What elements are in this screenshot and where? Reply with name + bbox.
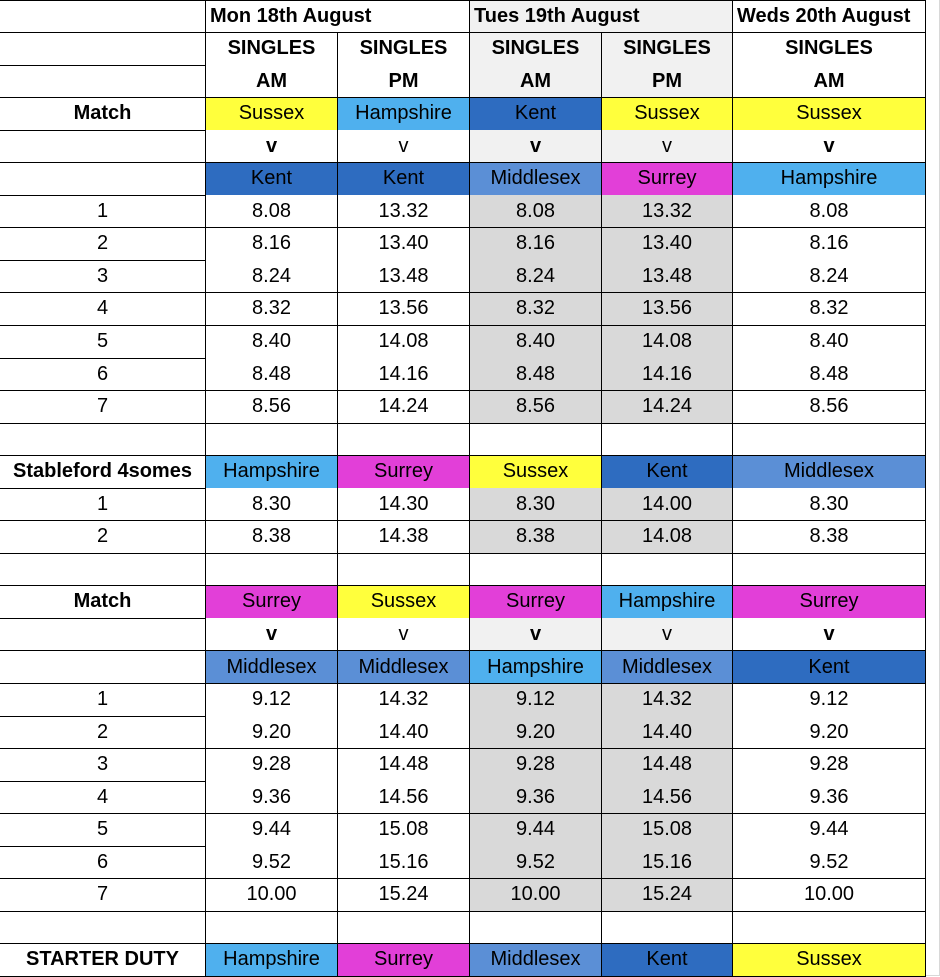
away-team: Middlesex: [602, 651, 733, 684]
tee-time: 13.32: [602, 195, 733, 228]
versus-label: v: [733, 618, 926, 651]
blank-cell: [470, 423, 602, 456]
home-team: Surrey: [733, 586, 926, 619]
tee-number: 1: [0, 195, 206, 228]
away-team: Middlesex: [338, 651, 470, 684]
tee-time: 8.08: [470, 195, 602, 228]
stableford-team: Surrey: [338, 456, 470, 489]
tee-time: 8.30: [733, 488, 926, 521]
tee-time: 9.36: [206, 781, 338, 814]
blank-cell: [733, 553, 926, 586]
tee-time: 14.40: [602, 716, 733, 749]
versus-label: v: [338, 130, 470, 163]
stableford-team: Kent: [602, 456, 733, 489]
tee-time: 14.32: [338, 684, 470, 717]
tee-number: 6: [0, 846, 206, 879]
tee-time: 8.40: [733, 326, 926, 359]
tee-number: 5: [0, 326, 206, 359]
tee-time: 8.48: [206, 358, 338, 391]
blank-cell: [0, 553, 206, 586]
versus-label: v: [733, 130, 926, 163]
away-team: Hampshire: [733, 163, 926, 196]
starter-team: Sussex: [733, 944, 926, 977]
tee-time: 8.24: [470, 260, 602, 293]
session-type: SINGLES: [338, 33, 470, 66]
session-type: SINGLES: [733, 33, 926, 66]
tee-time: 8.40: [470, 326, 602, 359]
session-type: SINGLES: [206, 33, 338, 66]
home-team: Sussex: [733, 98, 926, 131]
day-header: Tues 19th August: [470, 0, 733, 33]
tee-time: 14.00: [602, 488, 733, 521]
away-team: Kent: [338, 163, 470, 196]
tee-time: 14.08: [338, 326, 470, 359]
tee-time: 9.28: [733, 749, 926, 782]
away-team: Middlesex: [470, 163, 602, 196]
blank-cell: [0, 911, 206, 944]
tee-number: 7: [0, 879, 206, 912]
tee-time: 9.52: [733, 846, 926, 879]
sheet-gridline: [926, 0, 940, 976]
tee-time: 14.08: [602, 521, 733, 554]
tee-number: 5: [0, 814, 206, 847]
blank-cell: [0, 163, 206, 196]
tee-time: 15.08: [338, 814, 470, 847]
tee-time: 8.24: [733, 260, 926, 293]
blank-cell: [470, 553, 602, 586]
stableford-label: Stableford 4somes: [0, 456, 206, 489]
tee-time: 14.30: [338, 488, 470, 521]
tee-time: 8.38: [733, 521, 926, 554]
blank-cell: [0, 65, 206, 98]
tee-time: 14.48: [338, 749, 470, 782]
tee-time: 14.24: [602, 391, 733, 424]
home-team: Sussex: [602, 98, 733, 131]
day-header: Mon 18th August: [206, 0, 470, 33]
tee-time: 13.56: [338, 293, 470, 326]
tee-time: 13.40: [602, 228, 733, 261]
starter-duty-label: STARTER DUTY: [0, 944, 206, 977]
starter-team: Kent: [602, 944, 733, 977]
home-team: Kent: [470, 98, 602, 131]
tee-time: 15.16: [602, 846, 733, 879]
match-label: Match: [0, 98, 206, 131]
tee-time: 8.56: [470, 391, 602, 424]
blank-cell: [470, 911, 602, 944]
tee-time: 14.48: [602, 749, 733, 782]
tee-time: 8.56: [733, 391, 926, 424]
tee-number: 4: [0, 293, 206, 326]
blank-cell: [338, 423, 470, 456]
stableford-team: Middlesex: [733, 456, 926, 489]
session-time: AM: [206, 65, 338, 98]
session-type: SINGLES: [470, 33, 602, 66]
tee-number: 7: [0, 391, 206, 424]
blank-cell: [602, 911, 733, 944]
tee-time: 8.08: [206, 195, 338, 228]
tee-time: 14.16: [602, 358, 733, 391]
tee-time: 9.20: [206, 716, 338, 749]
tee-number: 2: [0, 521, 206, 554]
session-time: AM: [470, 65, 602, 98]
starter-team: Surrey: [338, 944, 470, 977]
tee-time: 15.24: [338, 879, 470, 912]
match-label: Match: [0, 586, 206, 619]
tee-time: 14.38: [338, 521, 470, 554]
tee-time: 9.36: [733, 781, 926, 814]
blank-cell: [602, 423, 733, 456]
tee-time: 9.20: [733, 716, 926, 749]
tee-time: 8.08: [733, 195, 926, 228]
versus-label: v: [206, 130, 338, 163]
tee-time: 8.24: [206, 260, 338, 293]
tee-time: 14.08: [602, 326, 733, 359]
versus-label: v: [338, 618, 470, 651]
blank-cell: [0, 618, 206, 651]
versus-label: v: [470, 618, 602, 651]
tee-time: 15.16: [338, 846, 470, 879]
tee-time: 14.32: [602, 684, 733, 717]
tee-time: 8.48: [470, 358, 602, 391]
blank-cell: [0, 33, 206, 66]
away-team: Middlesex: [206, 651, 338, 684]
home-team: Surrey: [470, 586, 602, 619]
away-team: Surrey: [602, 163, 733, 196]
blank-cell: [206, 911, 338, 944]
stableford-team: Hampshire: [206, 456, 338, 489]
home-team: Sussex: [206, 98, 338, 131]
stableford-team: Sussex: [470, 456, 602, 489]
tee-time: 9.44: [733, 814, 926, 847]
tee-time: 8.32: [733, 293, 926, 326]
tee-number: 4: [0, 781, 206, 814]
tee-time: 9.36: [470, 781, 602, 814]
blank-cell: [733, 423, 926, 456]
blank-cell: [206, 553, 338, 586]
starter-team: Middlesex: [470, 944, 602, 977]
tee-number: 3: [0, 260, 206, 293]
tee-time: 8.38: [470, 521, 602, 554]
tee-time: 8.38: [206, 521, 338, 554]
tee-time: 8.16: [470, 228, 602, 261]
versus-label: v: [602, 618, 733, 651]
tee-time: 14.24: [338, 391, 470, 424]
tee-time: 9.12: [733, 684, 926, 717]
tee-time: 8.16: [733, 228, 926, 261]
starter-team: Hampshire: [206, 944, 338, 977]
tee-time: 14.56: [602, 781, 733, 814]
tee-time: 9.52: [206, 846, 338, 879]
tee-number: 6: [0, 358, 206, 391]
tee-time: 9.28: [470, 749, 602, 782]
tee-time: 15.08: [602, 814, 733, 847]
home-team: Hampshire: [338, 98, 470, 131]
tee-time: 8.48: [733, 358, 926, 391]
tee-number: 2: [0, 716, 206, 749]
session-type: SINGLES: [602, 33, 733, 66]
tee-number: 1: [0, 684, 206, 717]
home-team: Surrey: [206, 586, 338, 619]
home-team: Sussex: [338, 586, 470, 619]
tee-time: 8.30: [470, 488, 602, 521]
tee-time: 14.16: [338, 358, 470, 391]
blank-cell: [602, 553, 733, 586]
away-team: Kent: [206, 163, 338, 196]
tee-time: 10.00: [470, 879, 602, 912]
versus-label: v: [206, 618, 338, 651]
blank-cell: [0, 651, 206, 684]
tee-time: 9.12: [206, 684, 338, 717]
tee-time: 13.48: [338, 260, 470, 293]
session-time: PM: [602, 65, 733, 98]
tee-time: 9.44: [470, 814, 602, 847]
tee-time: 8.56: [206, 391, 338, 424]
tee-time: 13.32: [338, 195, 470, 228]
blank-cell: [0, 423, 206, 456]
tee-time: 15.24: [602, 879, 733, 912]
tee-time: 9.12: [470, 684, 602, 717]
tee-time: 8.32: [206, 293, 338, 326]
versus-label: v: [602, 130, 733, 163]
tee-time: 13.56: [602, 293, 733, 326]
tee-time: 13.48: [602, 260, 733, 293]
versus-label: v: [470, 130, 602, 163]
tee-time: 10.00: [733, 879, 926, 912]
tee-time: 9.28: [206, 749, 338, 782]
tee-number: 1: [0, 488, 206, 521]
session-time: PM: [338, 65, 470, 98]
session-time: AM: [733, 65, 926, 98]
tee-time: 9.44: [206, 814, 338, 847]
tee-number: 3: [0, 749, 206, 782]
tee-time: 14.56: [338, 781, 470, 814]
tee-time: 9.20: [470, 716, 602, 749]
tee-time: 14.40: [338, 716, 470, 749]
day-header: Weds 20th August: [733, 0, 926, 33]
blank-cell: [338, 553, 470, 586]
blank-cell: [0, 0, 206, 33]
tee-time: 8.32: [470, 293, 602, 326]
tee-time: 10.00: [206, 879, 338, 912]
tee-time: 9.52: [470, 846, 602, 879]
tee-time: 13.40: [338, 228, 470, 261]
blank-cell: [206, 423, 338, 456]
tee-number: 2: [0, 228, 206, 261]
tee-time: 8.40: [206, 326, 338, 359]
blank-cell: [733, 911, 926, 944]
tee-time: 8.30: [206, 488, 338, 521]
away-team: Hampshire: [470, 651, 602, 684]
blank-cell: [0, 130, 206, 163]
home-team: Hampshire: [602, 586, 733, 619]
away-team: Kent: [733, 651, 926, 684]
tee-time: 8.16: [206, 228, 338, 261]
blank-cell: [338, 911, 470, 944]
